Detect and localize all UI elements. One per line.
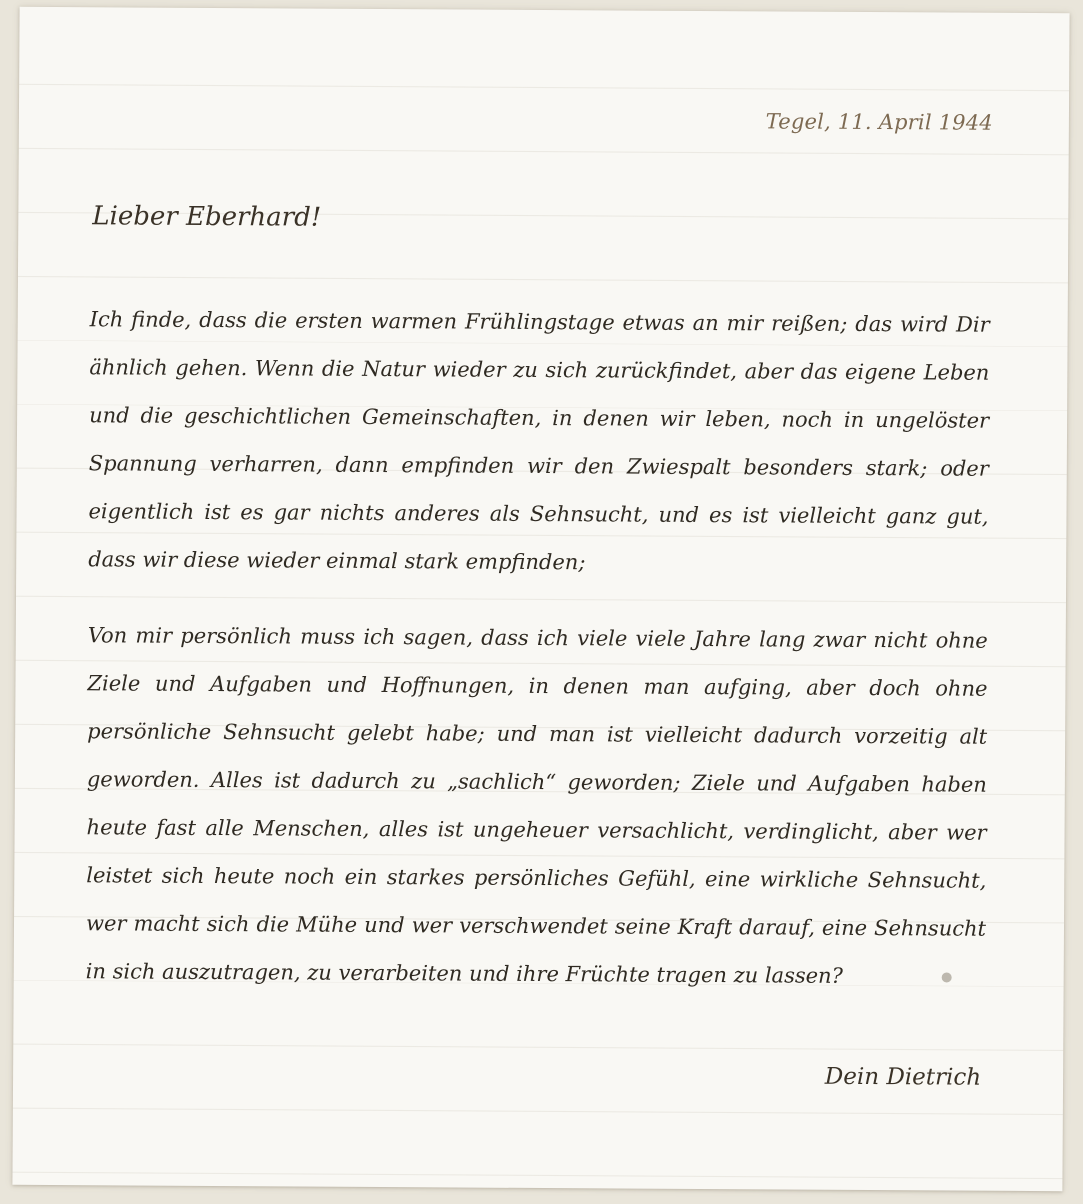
ink-dot bbox=[942, 972, 952, 982]
letter-salutation: Lieber Eberhard! bbox=[92, 201, 322, 233]
letter-paragraph: Von mir persönlich muss ich sagen, dass ich viele viele Jahre lang zwar nicht ohne Ziele und Aufgaben und Hoffnungen, in denen man aufging, aber doch ohne persönliche Sehnsucht gelebt habe; und man ist vielleicht dadurch vorzeitig alt geworden. Alles ist dadurch zu „sachlich“ geworden; Ziele und Aufgaben haben heute fast alle Menschen, alles ist ungeheuer versachlicht, verdinglicht, aber wer leistet sich heute noch ein starkes persönliches Gefühl, eine wirkliche Sehnsucht, wer macht sich die Mühe und wer verschwendet seine Kraft darauf, eine Sehnsucht in sich auszutragen, zu verarbeiten und ihre Früchte tragen zu lassen? bbox=[85, 623, 988, 988]
letter-date: Tegel, 11. April 1944 bbox=[765, 109, 993, 135]
letter-body bbox=[85, 295, 989, 1028]
letter-sheet bbox=[12, 7, 1069, 1191]
letter-paragraph: Ich finde, dass die ersten warmen Frühlingstage etwas an mir reißen; das wird Dir ähnlich gehen. Wenn die Natur wieder zu sich zurückfindet, aber das eigene Leben und die geschichtlichen Gemeinschaften, in denen wir leben, noch in ungelöster Spannung verharren, dann empfinden wir den Zwiespalt besonders stark; oder eigentlich ist es gar nichts anderes als Sehnsucht, und es ist vielleicht ganz gut, dass wir diese wieder einmal stark empfinden; bbox=[88, 307, 990, 575]
letter-closing: Dein Dietrich bbox=[824, 1063, 982, 1091]
